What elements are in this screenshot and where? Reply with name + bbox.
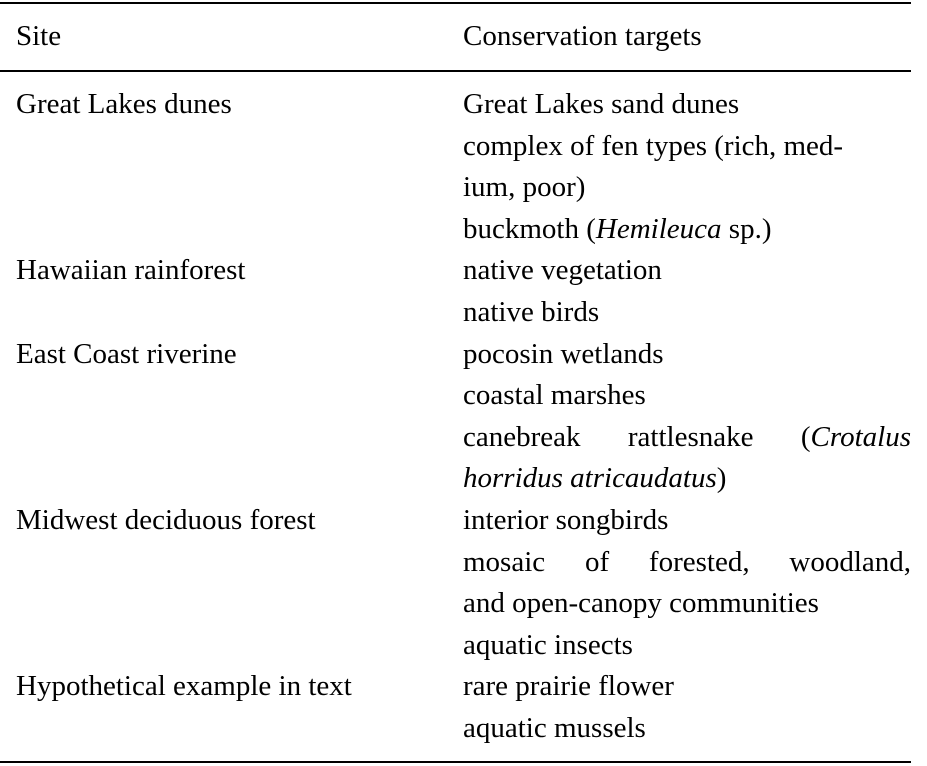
target-line xyxy=(463,583,911,625)
table-row xyxy=(0,84,911,250)
table-row xyxy=(0,500,911,666)
header-site: Site xyxy=(16,20,62,52)
target-line xyxy=(463,250,911,292)
target-text: ium, poor) xyxy=(463,171,586,204)
target-line xyxy=(463,292,911,334)
target-line xyxy=(463,542,911,584)
bottom-rule xyxy=(0,761,911,763)
target-text: and open-canopy communities xyxy=(463,587,819,620)
target-italic-text: Crotalus xyxy=(810,420,911,453)
target-text: interior songbirds xyxy=(463,503,669,536)
target-text: complex of fen types (rich, med- xyxy=(463,129,844,162)
site-cell: Midwest deciduous forest xyxy=(16,503,316,536)
target-text: aquatic mussels xyxy=(463,711,646,744)
target-line xyxy=(463,417,911,459)
target-text: coastal marshes xyxy=(463,379,646,412)
target-text: rare prairie flower xyxy=(463,670,674,703)
targets-cell xyxy=(463,500,911,666)
target-line xyxy=(463,84,911,126)
target-line xyxy=(463,458,911,500)
target-text: sp.) xyxy=(721,212,772,245)
target-text: buckmoth ( xyxy=(463,212,596,245)
target-text: aquatic insects xyxy=(463,628,633,661)
header-rule xyxy=(0,70,911,72)
site-cell: Great Lakes dunes xyxy=(16,88,232,120)
target-text: mosaic of forested, woodland, xyxy=(463,545,911,578)
targets-cell xyxy=(463,84,911,250)
target-line xyxy=(463,500,911,542)
table-header xyxy=(0,16,911,56)
targets-cell xyxy=(463,250,911,333)
target-line xyxy=(463,375,911,417)
table-body xyxy=(0,84,911,750)
top-rule xyxy=(0,2,911,4)
site-cell: Hawaiian rainforest xyxy=(16,254,246,287)
site-cell: Hypothetical example in text xyxy=(16,670,352,703)
table-row xyxy=(0,250,911,333)
target-italic-text: Hemileuca xyxy=(595,212,722,245)
target-line xyxy=(463,625,911,667)
header-conservation-targets: Conservation targets xyxy=(463,20,702,52)
target-italic-text: horridus atricaudatus xyxy=(463,462,717,495)
target-line xyxy=(463,167,911,209)
target-text: pocosin wetlands xyxy=(463,337,664,370)
target-line xyxy=(463,126,911,168)
target-text: canebreak rattlesnake ( xyxy=(463,420,811,453)
target-text: Great Lakes sand dunes xyxy=(463,88,740,120)
targets-cell xyxy=(463,666,911,749)
target-text: ) xyxy=(716,462,727,495)
targets-cell xyxy=(463,334,911,500)
target-text: native vegetation xyxy=(463,254,662,287)
target-line xyxy=(463,209,911,251)
target-line xyxy=(463,708,911,750)
table-row xyxy=(0,666,911,749)
target-text: native birds xyxy=(463,295,600,328)
target-line xyxy=(463,334,911,376)
table-row xyxy=(0,334,911,500)
site-cell: East Coast riverine xyxy=(16,337,237,370)
target-line xyxy=(463,666,911,708)
